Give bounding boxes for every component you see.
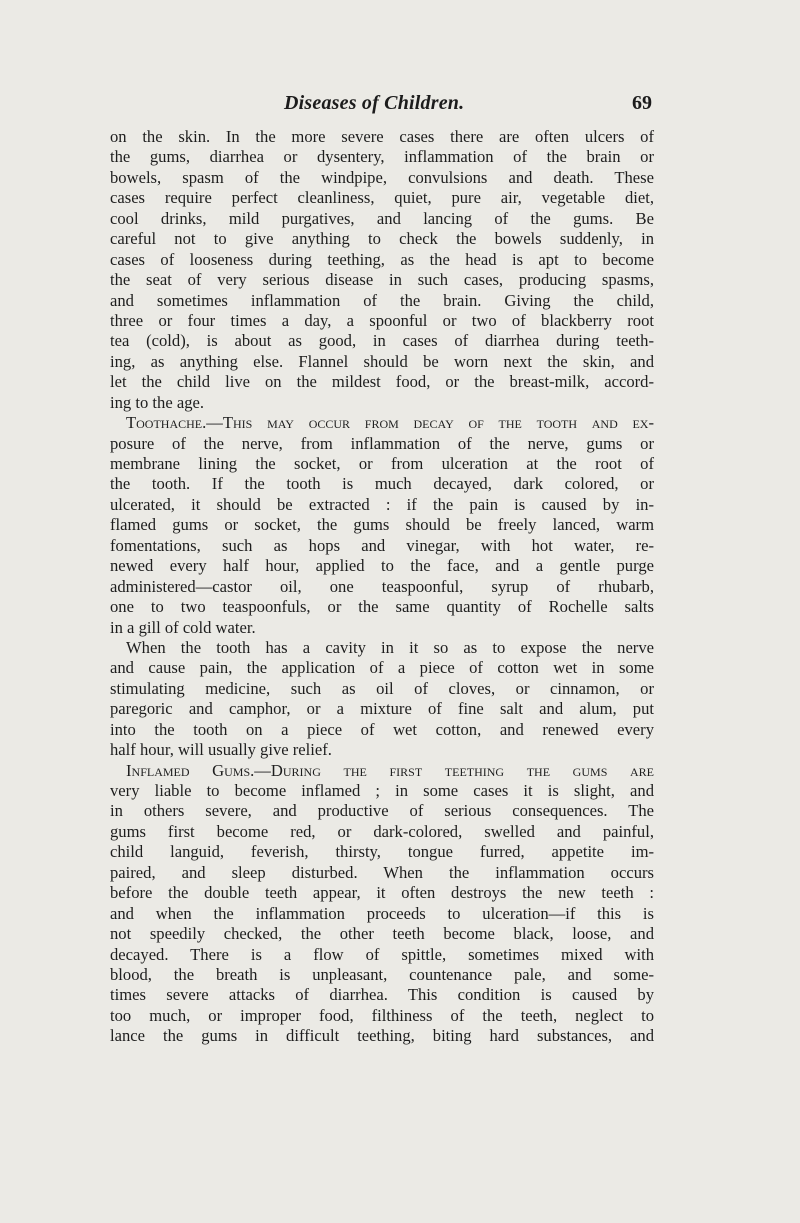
text-line: paregoric and camphor, or a mixture of fine salt and alum, put [110,699,654,719]
text-line: When the tooth has a cavity in it so as to expose the nerve [126,637,654,657]
text-line: tea (cold), is about as good, in cases of diarrhea during teeth- [110,331,654,351]
text-line: ulcerated, it should be extracted : if the pain is caused by in- [110,494,654,514]
text-line: flamed gums or socket, the gums should be freely lanced, warm [110,515,654,535]
text-line: in a gill of cold water. [110,617,256,637]
text-line: child languid, feverish, thirsty, tongue furred, appetite im- [110,842,654,862]
text-line: membrane lining the socket, or from ulceration at the root of [110,454,654,473]
text-line: very liable to become inflamed ; in some cases it is slight, and [110,781,654,800]
text-line: the seat of very serious disease in such cases, producing spasms, [110,270,654,290]
text-line: Toothache.—This may occur from decay of the tooth and ex- [126,413,654,433]
text-line: lance the gums in difficult teething, biting hard substances, and [110,1026,654,1046]
text-line: decayed. There is a flow of spittle, sometimes mixed with [110,944,654,964]
text-line: paired, and sleep disturbed. When the inflammation occurs [110,862,654,882]
paragraph-continued [110,127,654,413]
text-line: let the child live on the mildest food, or the breast-milk, accord- [110,372,654,392]
text-line: half hour, will usually give relief. [110,740,332,760]
text-line: three or four times a day, a spoonful or two of blackberry root [110,310,654,330]
body-text [110,127,654,1047]
text-line: on the skin. In the more severe cases there are often ulcers of [110,127,654,146]
text-line: before the double teeth appear, it often destroys the new teeth : [110,883,654,903]
text-line: administered—castor oil, one teaspoonful, syrup of rhubarb, [110,576,654,596]
text-line: careful not to give anything to check the bowels suddenly, in [110,229,654,249]
running-title: Diseases of Children. [284,92,465,114]
paragraph-cavity [110,638,654,761]
text-line: and when the inflammation proceeds to ulceration—if this is [110,903,654,923]
text-line: and cause pain, the application of a piece of cotton wet in some [110,658,654,678]
text-line: not speedily checked, the other teeth become black, loose, and [110,924,654,944]
running-head [0,92,800,122]
text-line: one to two teaspoonfuls, or the same quantity of Rochelle salts [110,597,654,617]
text-line: cases require perfect cleanliness, quiet, pure air, vegetable diet, [110,188,654,208]
text-line: and sometimes inflammation of the brain. Giving the child, [110,290,654,310]
text-line: into the tooth on a piece of wet cotton, and renewed every [110,719,654,739]
text-line: ing, as anything else. Flannel should be worn next the skin, and [110,351,654,371]
text-line: in others severe, and productive of serious consequences. The [110,801,654,821]
text-line: the gums, diarrhea or dysentery, inflammation of the brain or [110,147,654,167]
text-line: ing to the age. [110,392,205,412]
text-line: posure of the nerve, from inflammation of the nerve, gums or [110,433,654,453]
text-line: cool drinks, mild purgatives, and lancing of the gums. Be [110,208,654,228]
text-line: the tooth. If the tooth is much decayed, dark colored, or [110,474,654,494]
paragraph-toothache [110,413,654,638]
text-line: Inflamed Gums.—During the first teething the gums are [126,760,654,780]
text-line: fomentations, such as hops and vinegar, with hot water, re- [110,535,654,555]
paragraph-inflamed-gums [110,761,654,1047]
text-line: too much, or improper food, filthiness of the teeth, neglect to [110,1005,654,1025]
text-line: stimulating medicine, such as oil of cloves, or cinnamon, or [110,678,654,698]
text-line: bowels, spasm of the windpipe, convulsions and death. These [110,167,654,187]
text-line: newed every half hour, applied to the face, and a gentle purge [110,556,654,576]
text-line: blood, the breath is unpleasant, countenance pale, and some- [110,964,654,984]
text-line: cases of looseness during teething, as the head is apt to become [110,249,654,269]
text-line: times severe attacks of diarrhea. This condition is caused by [110,985,654,1005]
page-number: 69 [632,92,652,114]
text-line: gums first become red, or dark-colored, swelled and painful, [110,821,654,841]
